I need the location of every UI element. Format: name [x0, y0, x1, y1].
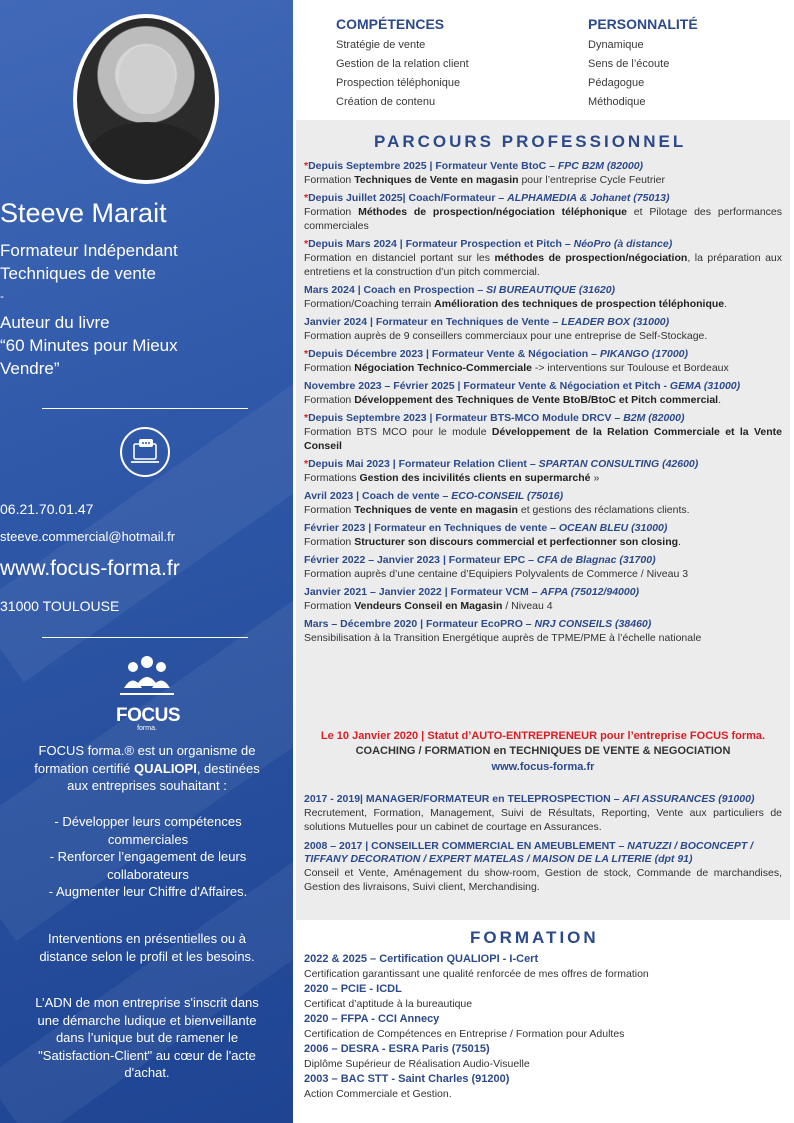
statut-link[interactable] — [304, 760, 782, 775]
experience-role: Novembre 2023 – Février 2025 | Formateur Vente & Négociation et Pitch - — [304, 380, 670, 392]
description-highlight: méthodes de prospection/négociation — [494, 252, 688, 264]
description-text: / Niveau 4 — [502, 600, 553, 612]
formation-item — [304, 952, 782, 982]
competences-section — [336, 16, 469, 112]
experience-item — [304, 490, 782, 517]
experience-organization: FPC B2M (82000) — [557, 160, 644, 172]
description-text: -> interventions sur Toulouse et Bordeaux — [531, 362, 729, 374]
description-text: et gestions des réclamations clients. — [517, 504, 690, 516]
formation-description: Certificat d’aptitude à la bureautique — [304, 998, 473, 1010]
star-marker: * — [304, 192, 309, 204]
goal-item: - Augmenter leur Chiffre d'Affaires. — [48, 884, 248, 899]
experience-role: 2017 - 2019| MANAGER/FORMATEUR en TELEPROSPECTION – — [304, 793, 623, 805]
experience-item — [304, 238, 782, 279]
description-highlight: Vendeurs Conseil en Magasin — [354, 600, 503, 612]
experience-organization: NRJ CONSEILS (38460) — [534, 618, 652, 630]
city: 31000 TOULOUSE — [0, 598, 120, 614]
description-text: Formation — [304, 174, 355, 186]
formation-heading: FORMATION — [470, 928, 599, 947]
description-text: pour l’entreprise Cycle Feutrier — [518, 174, 666, 186]
experience-item — [304, 380, 782, 407]
goal-item: - Renforcer l’engagement de leurs collaborateurs — [49, 849, 247, 882]
experience-role: Avril 2023 | Coach de vente – — [304, 490, 452, 502]
competence-item: Gestion de la relation client — [336, 58, 469, 70]
formation-list — [304, 952, 782, 1102]
company-intro: FOCUS forma.® est un organisme de formation certifié QUALIOPI, destinées aux entreprises souhaitant : — [34, 743, 260, 793]
experience-organization: SI BUREAUTIQUE (31620) — [486, 284, 616, 296]
formation-item — [304, 1072, 782, 1102]
formation-description: Action Commerciale et Gestion. — [304, 1088, 452, 1100]
experience-organization: PIKANGO (17000) — [599, 348, 689, 360]
formation-title: 2022 & 2025 – Certification QUALIOPI - I-Cert — [304, 953, 539, 965]
formation-title: 2020 – PCIE - ICDL — [304, 983, 402, 995]
experience-organization: OCEAN BLEU (31000) — [558, 522, 668, 534]
experience-item — [304, 412, 782, 453]
profile-photo — [73, 14, 219, 184]
description-highlight: Développement des Techniques de Vente BtoB/BtoC et Pitch commercial — [354, 394, 719, 406]
separator-dash: - — [0, 289, 4, 303]
formation-title: 2003 – BAC STT - Saint Charles (91200) — [304, 1073, 510, 1085]
divider — [42, 408, 248, 409]
experience-organization: B2M (82000) — [623, 412, 685, 424]
experience-item — [304, 554, 782, 581]
experience-description — [304, 297, 782, 311]
experience-description — [304, 631, 782, 645]
experience-title — [304, 348, 782, 361]
competence-item: Stratégie de vente — [336, 39, 426, 51]
experience-role: Février 2023 | Formateur en Techniques de vente – — [304, 522, 559, 534]
interventions-text: Interventions en présentielles ou à distance selon le profil et les besoins. — [39, 931, 255, 964]
previous-experience-item — [304, 793, 782, 834]
parcours-heading: PARCOURS PROFESSIONNEL — [374, 132, 687, 151]
experience-title — [304, 238, 782, 251]
experience-role: Février 2022 – Janvier 2023 | Formateur EPC – — [304, 554, 537, 566]
experience-title — [304, 586, 782, 599]
experience-organization: NATUZZI / BOCONCEPT / TIFFANY DECORATION / EXPERT MATELAS / MAISON DE LA LITERIE (dpt 91) — [304, 840, 754, 865]
star-marker: * — [304, 348, 309, 360]
experience-role: Mars 2024 | Coach en Prospection – — [304, 284, 487, 296]
experience-item — [304, 192, 782, 233]
description-highlight: Techniques de Vente en magasin — [354, 174, 519, 186]
experience-organization: NéoPro (à distance) — [573, 238, 673, 250]
experience-organization: ECO-CONSEIL (75016) — [451, 490, 564, 502]
competence-item: Prospection téléphonique — [336, 77, 461, 89]
formation-title: 2006 – DESRA - ESRA Paris (75015) — [304, 1043, 490, 1055]
experience-title — [304, 192, 782, 205]
description-text: et Pilotage des performances commerciales — [304, 206, 783, 232]
experience-description — [304, 173, 782, 187]
experience-description: Recrutement, Formation, Management, Suivi de Résultats, Reporting, Vente aux particuliers de solutions Mutuelles pour un cabinet de courtage en Assurances. — [304, 807, 782, 833]
experience-item — [304, 348, 782, 375]
description-highlight: Négociation Technico-Commerciale — [354, 362, 532, 374]
experience-role: 2008 – 2017 | CONSEILLER COMMERCIAL EN AMEUBLEMENT – — [304, 840, 628, 852]
experience-description — [304, 567, 782, 581]
competences-heading: COMPÉTENCES — [336, 16, 445, 32]
competence-item: Création de contenu — [336, 96, 436, 108]
website-link[interactable]: www.focus-forma.fr — [0, 557, 180, 580]
description-highlight: Structurer son discours commercial et perfectionner son closing — [354, 536, 679, 548]
experience-role: Depuis Septembre 2023 | Formateur BTS-MCO Module DRCV – — [308, 412, 624, 424]
description-text: Formation/Coaching terrain — [304, 298, 435, 310]
logo-subtext: forma. — [137, 725, 157, 732]
description-text: Formation — [304, 362, 355, 374]
experience-description — [304, 205, 782, 233]
statut-line: Le 10 Janvier 2020 | Statut d’AUTO-ENTREPRENEUR pour l’entreprise FOCUS forma. — [320, 730, 766, 742]
formation-description: Certification de Compétences en Entreprise / Formation pour Adultes — [304, 1028, 625, 1040]
personality-item: Sens de l’écoute — [588, 58, 670, 70]
formation-title: 2020 – FFPA - CCI Annecy — [304, 1013, 440, 1025]
book-line-3: Vendre” — [0, 359, 60, 378]
experience-organization: AFPA (75012/94000) — [540, 586, 640, 598]
experience-organization: GEMA (31000) — [669, 380, 741, 392]
description-highlight: Gestion des incivilités clients en supermarché — [359, 472, 591, 484]
experience-title — [304, 458, 782, 471]
description-highlight: Amélioration des techniques de prospection téléphonique — [434, 298, 725, 310]
experience-organization: SPARTAN CONSULTING (42600) — [538, 458, 699, 470]
experience-organization: AFI ASSURANCES (91000) — [622, 793, 755, 805]
experience-description — [304, 361, 782, 375]
experience-role: Depuis Mai 2023 | Formateur Relation Client – — [308, 458, 539, 470]
experience-title — [304, 316, 782, 329]
star-marker: * — [304, 412, 309, 424]
experience-description: Conseil et Vente, Aménagement du show-room, Gestion de stock, Commande de marchandises, Gestion des livraisons, Suivi client, Merchandising. — [304, 867, 782, 893]
description-text: Formation — [304, 504, 355, 516]
experience-description — [304, 599, 782, 613]
experience-list — [304, 160, 782, 650]
experience-role: Janvier 2021 – Janvier 2022 | Formateur VCM – — [304, 586, 541, 598]
experience-organization: LEADER BOX (31000) — [561, 316, 670, 328]
formation-description: Certification garantissant une qualité renforcée de mes offres de formation — [304, 968, 649, 980]
adn-text: L’ADN de mon entreprise s'inscrit dans une démarche ludique et bienveillante dans l’unique but de ramener le "Satisfaction-Client" au cœur de l'acte d'achat. — [35, 995, 259, 1080]
description-text: Formation en distanciel portant sur les — [304, 252, 495, 264]
experience-role: Mars – Décembre 2020 | Formateur EcoPRO – — [304, 618, 535, 630]
description-text: Formation BTS MCO pour le module — [304, 426, 492, 438]
experience-title — [304, 160, 782, 173]
personality-item: Pédagogue — [588, 77, 645, 89]
experience-item — [304, 284, 782, 311]
experience-description — [304, 329, 782, 343]
experience-title — [304, 284, 782, 297]
experience-title — [304, 840, 782, 866]
book-line-2: “60 Minutes pour Mieux — [0, 336, 178, 355]
star-marker: * — [304, 160, 309, 172]
contact-icon — [120, 427, 170, 477]
personality-item: Méthodique — [588, 96, 646, 108]
experience-role: Depuis Septembre 2025 | Formateur Vente BtoC – — [308, 160, 558, 172]
phone-number[interactable]: 06.21.70.01.47 — [0, 501, 94, 517]
description-text: Sensibilisation à la Transition Energétique auprès de TPME/PME à l’échelle nationale — [304, 632, 702, 644]
experience-title — [304, 618, 782, 631]
description-text: Formation — [304, 394, 355, 406]
goals-list — [42, 813, 254, 901]
description-text: » — [590, 472, 600, 484]
experience-title — [304, 412, 782, 425]
formation-description: Diplôme Supérieur de Réalisation Audio-Visuelle — [304, 1058, 530, 1070]
experience-title — [304, 793, 782, 806]
experience-role: Depuis Mars 2024 | Formateur Prospection et Pitch – — [308, 238, 574, 250]
description-text: , la préparation aux entretiens et la construction d’un pitch commercial. — [304, 252, 782, 278]
formation-item — [304, 1042, 782, 1072]
experience-item — [304, 316, 782, 343]
star-marker: * — [304, 458, 309, 470]
goal-item: - Développer leurs compétences commerciales — [54, 814, 242, 847]
description-text: Formation — [304, 600, 355, 612]
experience-item — [304, 522, 782, 549]
experience-organization: CFA de Blagnac (31700) — [536, 554, 656, 566]
previous-experience-list — [304, 793, 782, 900]
description-text: Formation — [304, 206, 359, 218]
personnalite-heading: PERSONNALITÉ — [588, 16, 698, 32]
description-text: . — [718, 394, 721, 406]
experience-organization: ALPHAMEDIA & Johanet (75013) — [507, 192, 670, 204]
description-highlight: Développement de la Relation Commerciale et la Vente Conseil — [304, 426, 783, 452]
experience-role: Depuis Juillet 2025| Coach/Formateur – — [308, 192, 508, 204]
previous-experience-item — [304, 840, 782, 894]
experience-title — [304, 522, 782, 535]
job-title: Formateur Indépendant — [0, 241, 178, 260]
experience-description — [304, 393, 782, 407]
experience-role: Depuis Décembre 2023 | Formateur Vente & Négociation – — [308, 348, 600, 360]
description-text: Formation auprès de 9 conseillers commerciaux pour une entreprise de Self-Stockage. — [304, 330, 708, 342]
statut-activity: COACHING / FORMATION en TECHNIQUES DE VENTE & NEGOCIATION — [355, 745, 731, 757]
description-text: Formations — [304, 472, 360, 484]
description-text: Formation auprès d’une centaine d’Equipiers Polyvalents de Commerce / Niveau 3 — [304, 568, 689, 580]
description-highlight: Techniques de vente en magasin — [354, 504, 518, 516]
candidate-name: Steeve Marait — [0, 198, 167, 228]
sidebar — [0, 0, 293, 1123]
experience-description — [304, 471, 782, 485]
experience-item — [304, 586, 782, 613]
divider — [42, 637, 248, 638]
experience-description — [304, 503, 782, 517]
formation-item — [304, 982, 782, 1012]
job-specialty: Techniques de vente — [0, 264, 156, 283]
logo-text: FOCUS — [116, 705, 180, 726]
experience-title — [304, 490, 782, 503]
experience-description — [304, 535, 782, 549]
formation-item — [304, 1012, 782, 1042]
description-highlight: Méthodes de prospection/négociation téléphonique — [358, 206, 627, 218]
email-address[interactable]: steeve.commercial@hotmail.fr — [0, 529, 176, 544]
experience-description — [304, 425, 782, 453]
personality-item: Dynamique — [588, 39, 644, 51]
experience-role: Janvier 2024 | Formateur en Techniques de Vente – — [304, 316, 562, 328]
personnalite-section — [588, 16, 698, 112]
star-marker: * — [304, 238, 309, 250]
experience-item — [304, 618, 782, 645]
experience-title — [304, 554, 782, 567]
description-text: . — [678, 536, 681, 548]
experience-title — [304, 380, 782, 393]
experience-item — [304, 160, 782, 187]
description-text: Formation — [304, 536, 355, 548]
experience-description — [304, 251, 782, 279]
focus-link[interactable]: www.focus-forma.fr — [491, 761, 595, 773]
book-line-1: Auteur du livre — [0, 313, 110, 332]
experience-item — [304, 458, 782, 485]
focus-logo — [116, 652, 178, 732]
description-text: . — [724, 298, 728, 310]
